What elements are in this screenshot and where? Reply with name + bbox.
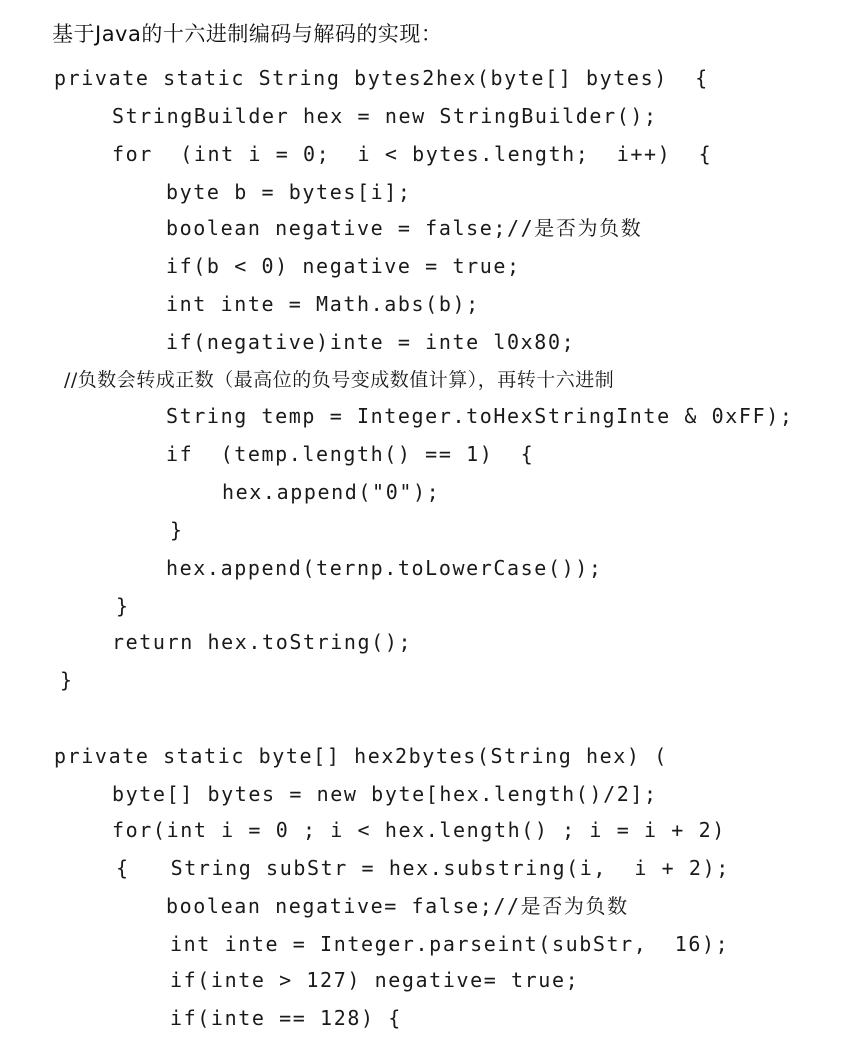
code-line: boolean negative= false;//是否为负数 (166, 894, 629, 918)
code-line: } (60, 668, 74, 692)
code-line: } (170, 518, 184, 542)
code-line: private static String bytes2hex(byte[] bytes) { (54, 66, 709, 90)
code-line: StringBuilder hex = new StringBuilder(); (112, 104, 658, 128)
code-line: byte b = bytes[i]; (166, 180, 412, 204)
code-line: int inte = Integer.parseint(subStr, 16); (170, 932, 730, 956)
code-line: if (temp.length() == 1) { (166, 442, 535, 466)
code-line: if(inte > 127) negative= true; (170, 968, 580, 992)
code-line: String temp = Integer.toHexStringInte & 0xFF); (166, 404, 794, 428)
code-line: { String subStr = hex.substring(i, i + 2); (116, 856, 730, 880)
code-comment-line: //负数会转成正数（最高位的负号变成数值计算），再转十六进制 (64, 369, 615, 391)
code-line: boolean negative = false;//是否为负数 (166, 216, 643, 240)
code-line: for (int i = 0; i < bytes.length; i++) { (112, 142, 713, 166)
code-line: return hex.toString(); (112, 630, 413, 654)
code-line: if(negative)inte = inte l0x80; (166, 330, 576, 354)
code-line: } (116, 594, 130, 618)
code-line: for(int i = 0 ; i < hex.length() ; i = i + 2) (112, 818, 726, 842)
code-line: hex.append("0"); (222, 480, 441, 504)
code-line: private static byte[] hex2bytes(String hex) ( (54, 744, 668, 768)
page-heading: 基于Java的十六进制编码与解码的实现： (52, 22, 443, 46)
code-line: int inte = Math.abs(b); (166, 292, 480, 316)
code-line: if(b < 0) negative = true; (166, 254, 521, 278)
code-line: byte[] bytes = new byte[hex.length()/2]; (112, 782, 658, 806)
code-line: if(inte == 128) { (170, 1006, 402, 1030)
code-line: hex.append(ternp.toLowerCase()); (166, 556, 603, 580)
